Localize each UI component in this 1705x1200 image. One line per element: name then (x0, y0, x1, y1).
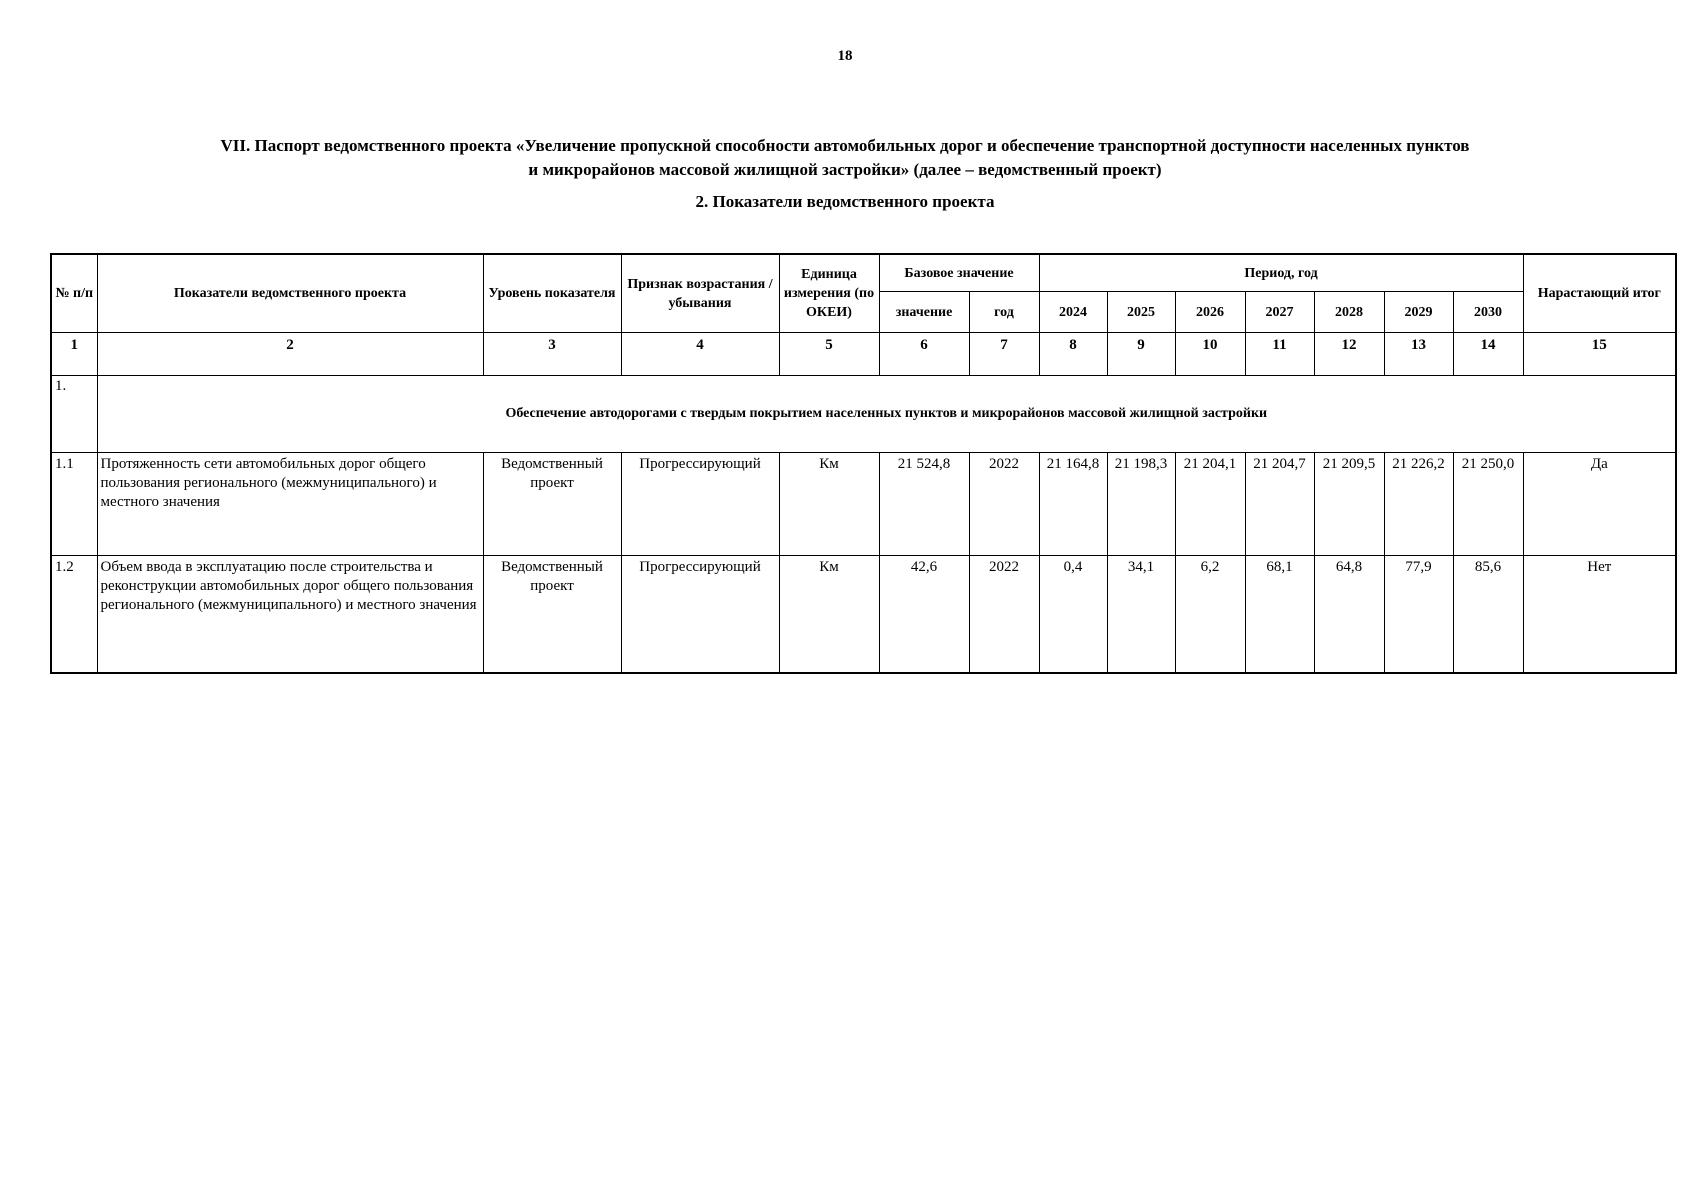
header-indicator: Показатели ведомственного проекта (97, 254, 483, 333)
column-number: 2 (97, 333, 483, 376)
row-year-value: 21 209,5 (1314, 453, 1384, 556)
header-cumulative: Нарастающий итог (1523, 254, 1676, 333)
row-sign: Прогрессирующий (621, 556, 779, 674)
row-indicator: Протяженность сети автомобильных дорог общего пользования регионального (межмуниципального) и местного значения (97, 453, 483, 556)
row-year-value: 21 204,7 (1245, 453, 1314, 556)
row-year-value: 34,1 (1107, 556, 1175, 674)
header-unit: Единица измерения (по ОКЕИ) (779, 254, 879, 333)
row-year-value: 77,9 (1384, 556, 1453, 674)
row-unit: Км (779, 453, 879, 556)
document-title (0, 134, 1690, 182)
header-year: 2027 (1245, 292, 1314, 333)
row-base-year: 2022 (969, 453, 1039, 556)
row-sign: Прогрессирующий (621, 453, 779, 556)
row-year-value: 85,6 (1453, 556, 1523, 674)
row-base-year: 2022 (969, 556, 1039, 674)
header-sign: Признак возрастания / убывания (621, 254, 779, 333)
section-title: Обеспечение автодорогами с твердым покрытием населенных пунктов и микрорайонов массовой жилищной застройки (97, 376, 1676, 453)
header-level: Уровень показателя (483, 254, 621, 333)
column-number: 14 (1453, 333, 1523, 376)
row-cumulative: Да (1523, 453, 1676, 556)
row-cumulative: Нет (1523, 556, 1676, 674)
column-number: 1 (51, 333, 97, 376)
row-year-value: 21 204,1 (1175, 453, 1245, 556)
column-number: 8 (1039, 333, 1107, 376)
section-row (51, 376, 1676, 453)
header-base-value: значение (879, 292, 969, 333)
row-year-value: 21 164,8 (1039, 453, 1107, 556)
header-year: 2030 (1453, 292, 1523, 333)
page-number: 18 (837, 48, 853, 64)
row-unit: Км (779, 556, 879, 674)
row-level: Ведомственный проект (483, 556, 621, 674)
header-row (51, 254, 1676, 292)
row-base-value: 42,6 (879, 556, 969, 674)
row-indicator: Объем ввода в эксплуатацию после строительства и реконструкции автомобильных дорог общего пользования регионального (межмуниципального) и местного значения (97, 556, 483, 674)
header-year: 2025 (1107, 292, 1175, 333)
section-subtitle: 2. Показатели ведомственного проекта (695, 192, 995, 211)
column-number: 6 (879, 333, 969, 376)
row-year-value: 21 198,3 (1107, 453, 1175, 556)
row-num: 1.1 (51, 453, 97, 556)
row-level: Ведомственный проект (483, 453, 621, 556)
column-number: 15 (1523, 333, 1676, 376)
column-number: 10 (1175, 333, 1245, 376)
title-line-2: и микрорайонов массовой жилищной застройки» (далее – ведомственный проект) (528, 160, 1162, 179)
column-number: 5 (779, 333, 879, 376)
header-year: 2028 (1314, 292, 1384, 333)
column-numbers-row (51, 333, 1676, 376)
header-num: № п/п (51, 254, 97, 333)
row-base-value: 21 524,8 (879, 453, 969, 556)
row-year-value: 0,4 (1039, 556, 1107, 674)
title-line-1: VII. Паспорт ведомственного проекта «Увеличение пропускной способности автомобильных дорог и обеспечение транспортной доступности населенных пунктов (220, 136, 1470, 155)
indicators-table (50, 253, 1677, 674)
header-year: 2024 (1039, 292, 1107, 333)
column-number: 11 (1245, 333, 1314, 376)
table-row (51, 453, 1676, 556)
header-base-year: год (969, 292, 1039, 333)
column-number: 4 (621, 333, 779, 376)
row-year-value: 21 226,2 (1384, 453, 1453, 556)
column-number: 12 (1314, 333, 1384, 376)
section-num: 1. (51, 376, 97, 453)
column-number: 7 (969, 333, 1039, 376)
column-number: 13 (1384, 333, 1453, 376)
header-year: 2029 (1384, 292, 1453, 333)
row-num: 1.2 (51, 556, 97, 674)
row-year-value: 21 250,0 (1453, 453, 1523, 556)
column-number: 3 (483, 333, 621, 376)
header-period: Период, год (1039, 254, 1523, 292)
row-year-value: 64,8 (1314, 556, 1384, 674)
table-row (51, 556, 1676, 674)
header-year: 2026 (1175, 292, 1245, 333)
row-year-value: 6,2 (1175, 556, 1245, 674)
column-number: 9 (1107, 333, 1175, 376)
row-year-value: 68,1 (1245, 556, 1314, 674)
header-base: Базовое значение (879, 254, 1039, 292)
